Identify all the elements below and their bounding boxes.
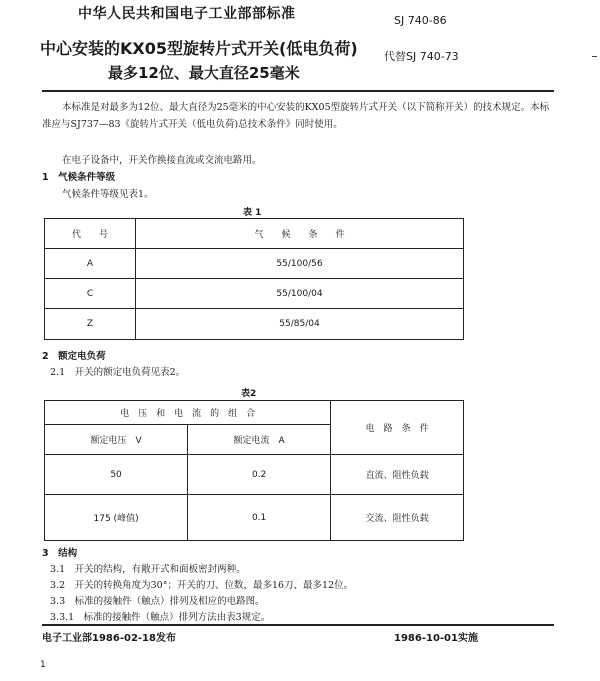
document-title-line1: 中心安装的KX05型旋转片式开关(低电负荷) — [40, 39, 358, 58]
intro-usage-paragraph: 在电子设备中，开关作换接直流或交流电路用。 — [62, 155, 262, 166]
section-3-item-3-3-1: 3.3.1 标准的接触件（触点）排列方法由表3规定。 — [50, 612, 271, 623]
section-3-heading: 3 结构 — [42, 548, 78, 559]
table-row — [45, 249, 464, 279]
table-2-circuit-cell: 交流、阻性负载 — [331, 495, 464, 541]
table-row — [45, 309, 464, 340]
section-3-item-3-3: 3.3 标准的接触件（触点）排列及相应的电路图。 — [50, 596, 265, 607]
page-number: 1 — [40, 660, 46, 670]
table-2-title: 表2 — [241, 389, 257, 399]
table-1-condition-cell: 55/100/56 — [136, 249, 464, 279]
replaces-standard: 代替SJ 740-73 — [384, 50, 459, 63]
table-2-current-cell: 0.1 — [188, 495, 331, 541]
table-1-title: 表 1 — [243, 208, 262, 218]
table-1-code-cell: A — [45, 249, 136, 279]
issue-date: 电子工业部1986-02-18发布 — [42, 633, 176, 644]
section-2-heading: 2 额定电负荷 — [42, 351, 106, 362]
table-2-group-row — [45, 401, 464, 425]
table-row — [45, 279, 464, 309]
issuing-agency: 中华人民共和国电子工业部部标准 — [78, 6, 296, 22]
table-2-current-cell: 0.2 — [188, 455, 331, 495]
table-1 — [44, 218, 464, 340]
footer-rule — [42, 624, 554, 626]
table-1-condition-cell: 55/100/04 — [136, 279, 464, 309]
table-2-col-voltage: 额定电压 V — [45, 425, 188, 455]
section-3-item-3-2: 3.2 开关的转换角度为30°；开关的刀、位数，最多16刀、最多12位。 — [50, 580, 354, 591]
table-2-col-circuit: 电 路 条 件 — [331, 401, 464, 455]
table-1-col-condition: 气 候 条 件 — [136, 219, 464, 249]
margin-mark — [592, 56, 597, 57]
effective-date: 1986-10-01实施 — [394, 633, 478, 644]
table-2-circuit-cell: 直流、阻性负载 — [331, 455, 464, 495]
table-1-condition-cell: 55/85/04 — [136, 309, 464, 340]
intro-paragraph: 本标准是对最多为12位、最大直径为25毫米的中心安装的KX05型旋转片式开关（以下简称开关）的技术规定。本标准应与SJ737—83《旋转片式开关（低电负荷)总技术条件》同时使用。 — [42, 102, 550, 130]
table-row — [45, 455, 464, 495]
table-1-code-cell: Z — [45, 309, 136, 340]
table-2 — [44, 400, 464, 541]
table-2-voltage-cell: 50 — [45, 455, 188, 495]
document-title-line2: 最多12位、最大直径25毫米 — [108, 64, 300, 82]
section-3-item-3-1: 3.1 开关的结构，有敞开式和面板密封两种。 — [50, 564, 246, 575]
table-row — [45, 495, 464, 541]
header-rule — [42, 90, 554, 92]
table-2-col-current: 额定电流 A — [188, 425, 331, 455]
standard-code: SJ 740-86 — [394, 14, 447, 27]
section-1-text: 气候条件等级见表1。 — [62, 189, 154, 200]
section-1-heading: 1 气候条件等级 — [42, 172, 116, 183]
table-1-header-row — [45, 219, 464, 249]
table-2-voltage-cell: 175 (峰值) — [45, 495, 188, 541]
table-1-col-code: 代 号 — [45, 219, 136, 249]
section-2-item-2-1: 2.1 开关的额定电负荷见表2。 — [50, 367, 186, 378]
table-2-group-header: 电 压 和 电 流 的 组 合 — [45, 401, 331, 425]
table-1-code-cell: C — [45, 279, 136, 309]
